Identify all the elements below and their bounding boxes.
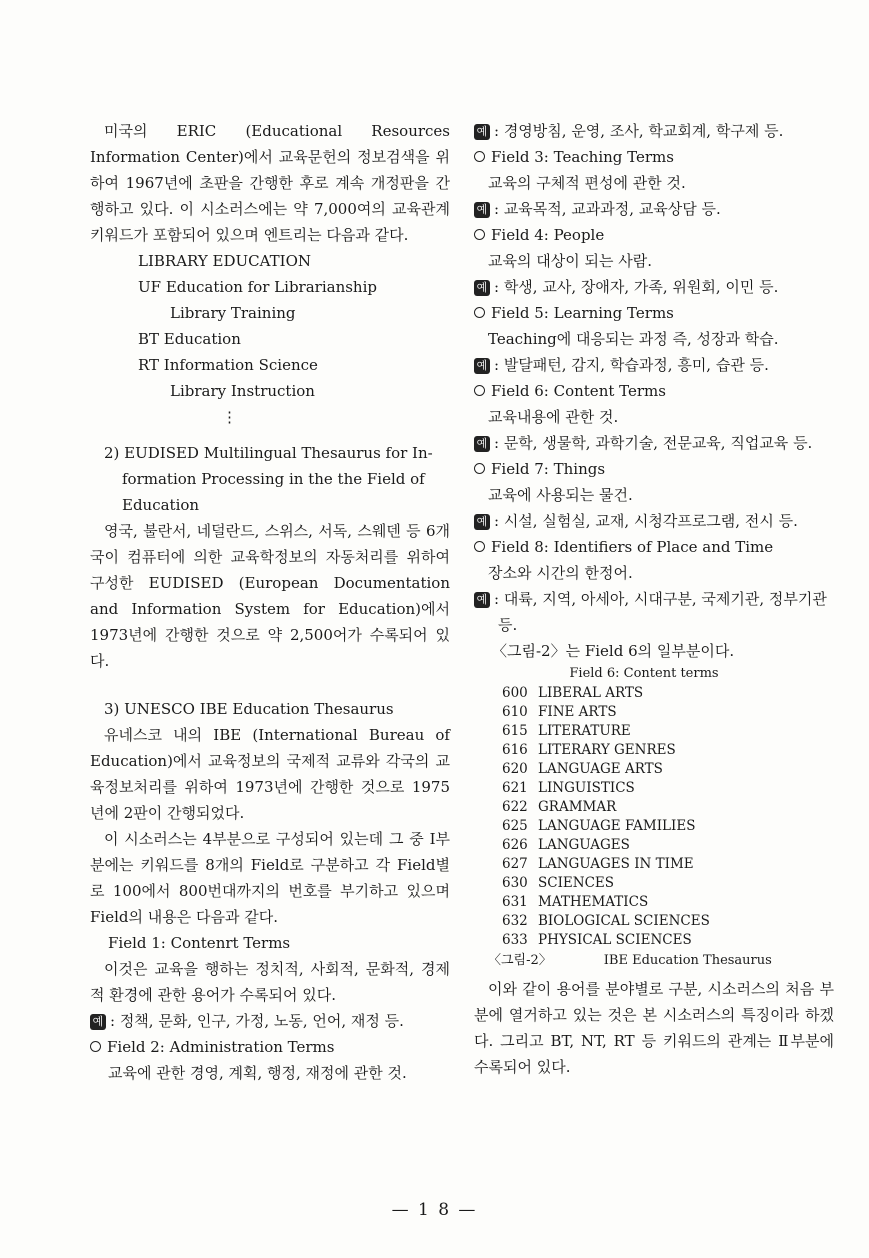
ibe-paragraph-1: 유네스코 내의 IBE (International Bureau of Education)에서 교육정보의 국제적 교류와 각국의 교육정보처리를 위하여 1973년에 간행한 것으로 1975년에 2판이 간행되었다.	[90, 726, 450, 822]
entry-main-term: LIBRARY EDUCATION	[138, 252, 311, 270]
field1-description: 이것은 교육을 행하는 정치적, 사회적, 문화적, 경제적 환경에 관한 용어가 수록되어 있다.	[90, 960, 450, 1004]
field5-example: 예 : 발달패턴, 감지, 학습과정, 흥미, 습관 등.	[474, 352, 834, 378]
field6-example: 예 : 문학, 생물학, 과학기술, 전문교육, 직업교육 등.	[474, 430, 834, 456]
figure-row-code: 622	[502, 799, 528, 815]
figure-row-code: 627	[502, 856, 528, 872]
entry-ellipsis: ⋮	[222, 408, 237, 426]
figure-row-code: 625	[502, 818, 528, 834]
figure-row	[474, 722, 834, 741]
figure-row-term: LITERATURE	[538, 723, 631, 739]
circle-bullet-icon	[474, 385, 485, 396]
field3-description: 교육의 구체적 편성에 관한 것.	[488, 174, 686, 192]
field8-description: 장소와 시간의 한정어.	[488, 564, 633, 582]
figure-row	[474, 912, 834, 931]
figure-row-term: PHYSICAL SCIENCES	[538, 932, 692, 948]
example-mark-icon: 예	[474, 514, 490, 530]
ibe-paragraph-2: 이 시소러스는 4부분으로 구성되어 있는데 그 중 I부분에는 키워드를 8개의 Field로 구분하고 각 Field별로 100에서 800번대까지의 번호를 부기하고 있으며 Field의 내용은 다음과 같다.	[90, 830, 450, 926]
figure-row	[474, 703, 834, 722]
figure-row-term: GRAMMAR	[538, 799, 617, 815]
field2-description: 교육에 관한 경영, 계획, 행정, 재정에 관한 것.	[108, 1064, 407, 1082]
circle-bullet-icon	[474, 463, 485, 474]
entry-uf-2: Library Training	[170, 304, 296, 322]
figure-row-code: 630	[502, 875, 528, 891]
figure-row	[474, 798, 834, 817]
figure-row-term: FINE ARTS	[538, 704, 617, 720]
example-mark-icon: 예	[474, 124, 490, 140]
figure-row	[474, 817, 834, 836]
field4-description: 교육의 대상이 되는 사람.	[488, 252, 652, 270]
field5-title: Field 5: Learning Terms	[474, 300, 834, 326]
figure-row	[474, 760, 834, 779]
section2-title-line3: Education	[122, 496, 200, 514]
circle-bullet-icon	[474, 541, 485, 552]
figure-row-term: LITERARY GENRES	[538, 742, 676, 758]
field6-description: 교육내용에 관한 것.	[488, 408, 619, 426]
entry-rt-2: Library Instruction	[170, 382, 315, 400]
example-mark-icon: 예	[474, 202, 490, 218]
field5-description: Teaching에 대응되는 과정 즉, 성장과 학습.	[488, 330, 779, 348]
figure-row-code: 631	[502, 894, 528, 910]
example-mark-icon: 예	[474, 592, 490, 608]
section3-title: 3) UNESCO IBE Education Thesaurus	[104, 700, 394, 718]
example-mark-icon: 예	[474, 280, 490, 296]
figure-row-code: 632	[502, 913, 528, 929]
figure-row-code: 620	[502, 761, 528, 777]
figure-row	[474, 855, 834, 874]
figure-row	[474, 931, 834, 950]
field4-example: 예 : 학생, 교사, 장애자, 가족, 위원회, 이민 등.	[474, 274, 834, 300]
figure-row-term: LANGUAGES IN TIME	[538, 856, 694, 872]
figure-heading: Field 6: Content terms	[569, 666, 719, 681]
field8-title: Field 8: Identifiers of Place and Time	[474, 534, 834, 560]
figure-row	[474, 893, 834, 912]
circle-bullet-icon	[90, 1041, 101, 1052]
circle-bullet-icon	[474, 229, 485, 240]
field6-title: Field 6: Content Terms	[474, 378, 834, 404]
eudised-paragraph: 영국, 불란서, 네덜란드, 스위스, 서독, 스웨덴 등 6개국이 컴퓨터에 의한 교육학정보의 자동처리를 위하여 구성한 EUDISED (European Documentation and Information System for Education)에서 1973년에 간행한 것으로 약 2,500어가 수록되어 있다.	[90, 522, 450, 670]
figure-row-code: 626	[502, 837, 528, 853]
field7-title: Field 7: Things	[474, 456, 834, 482]
field1-title: Field 1: Contenrt Terms	[108, 934, 291, 952]
field3-example: 예 : 교육목적, 교과과정, 교육상담 등.	[474, 196, 834, 222]
figure-caption-title: IBE Education Thesaurus	[603, 953, 772, 968]
figure-row	[474, 741, 834, 760]
figure-row-code: 615	[502, 723, 528, 739]
page-number: — 1 8 —	[391, 1200, 478, 1220]
figure-row-term: LIBERAL ARTS	[538, 685, 644, 701]
figure-row-term: SCIENCES	[538, 875, 615, 891]
right-column	[474, 118, 834, 1080]
figure-row-term: BIOLOGICAL SCIENCES	[538, 913, 710, 929]
figure-label: 〈그림-2〉	[488, 953, 552, 968]
figure-row-term: LANGUAGE ARTS	[538, 761, 663, 777]
example-mark-icon: 예	[90, 1014, 106, 1030]
figure-row-code: 610	[502, 704, 528, 720]
field7-example: 예 : 시설, 실험실, 교재, 시청각프로그램, 전시 등.	[474, 508, 834, 534]
field4-title: Field 4: People	[474, 222, 834, 248]
figure-row-code: 633	[502, 932, 528, 948]
figure-caption	[474, 950, 834, 972]
example-mark-icon: 예	[474, 358, 490, 374]
example-mark-icon: 예	[474, 436, 490, 452]
figure-row	[474, 874, 834, 893]
figure-row-code: 600	[502, 685, 528, 701]
field3-title: Field 3: Teaching Terms	[474, 144, 834, 170]
section2-title-line2: formation Processing in the the Field of	[122, 470, 425, 488]
entry-bt: BT Education	[138, 330, 241, 348]
field7-description: 교육에 사용되는 물건.	[488, 486, 633, 504]
figure-row-term: LINGUISTICS	[538, 780, 635, 796]
figure-row	[474, 684, 834, 703]
field1-example: 예 : 정책, 문화, 인구, 가정, 노동, 언어, 재정 등.	[90, 1008, 450, 1034]
field2-example: 예 : 경영방침, 운영, 조사, 학교회계, 학구제 등.	[474, 118, 834, 144]
circle-bullet-icon	[474, 151, 485, 162]
figure-row-term: MATHEMATICS	[538, 894, 649, 910]
figure-row	[474, 836, 834, 855]
figure-row-code: 616	[502, 742, 528, 758]
entry-rt-1: RT Information Science	[138, 356, 318, 374]
figure-row-term: LANGUAGE FAMILIES	[538, 818, 696, 834]
figure-row-term: LANGUAGES	[538, 837, 630, 853]
thesaurus-entry-example	[90, 248, 450, 430]
circle-bullet-icon	[474, 307, 485, 318]
eric-intro-paragraph: 미국의 ERIC (Educational Resources Information Center)에서 교육문헌의 정보검색을 위하여 1967년에 초판을 간행한 후로 계속 개정판을 간행하고 있다. 이 시소러스에는 약 7,000여의 교육관계 키워드가 포함되어 있으며 엔트리는 다음과 같다.	[90, 122, 450, 244]
field8-example: 예 : 대륙, 지역, 아세아, 시대구분, 국제기관, 정부기관 등.	[474, 586, 834, 638]
section2-title-line1: 2) EUDISED Multilingual Thesaurus for In-	[104, 444, 433, 462]
entry-uf-1: UF Education for Librarianship	[138, 278, 377, 296]
left-column	[90, 118, 450, 1086]
figure-intro: 〈그림-2〉는 Field 6의 일부분이다.	[492, 642, 735, 660]
figure-row-code: 621	[502, 780, 528, 796]
figure-row	[474, 779, 834, 798]
field2-title: Field 2: Administration Terms	[90, 1034, 450, 1060]
figure-table	[474, 684, 834, 950]
closing-paragraph: 이와 같이 용어를 분야별로 구분, 시소러스의 처음 부분에 열거하고 있는 것은 본 시소러스의 특징이라 하겠다. 그리고 BT, NT, RT 등 키워드의 관계는 Ⅱ부분에 수록되어 있다.	[474, 980, 834, 1076]
